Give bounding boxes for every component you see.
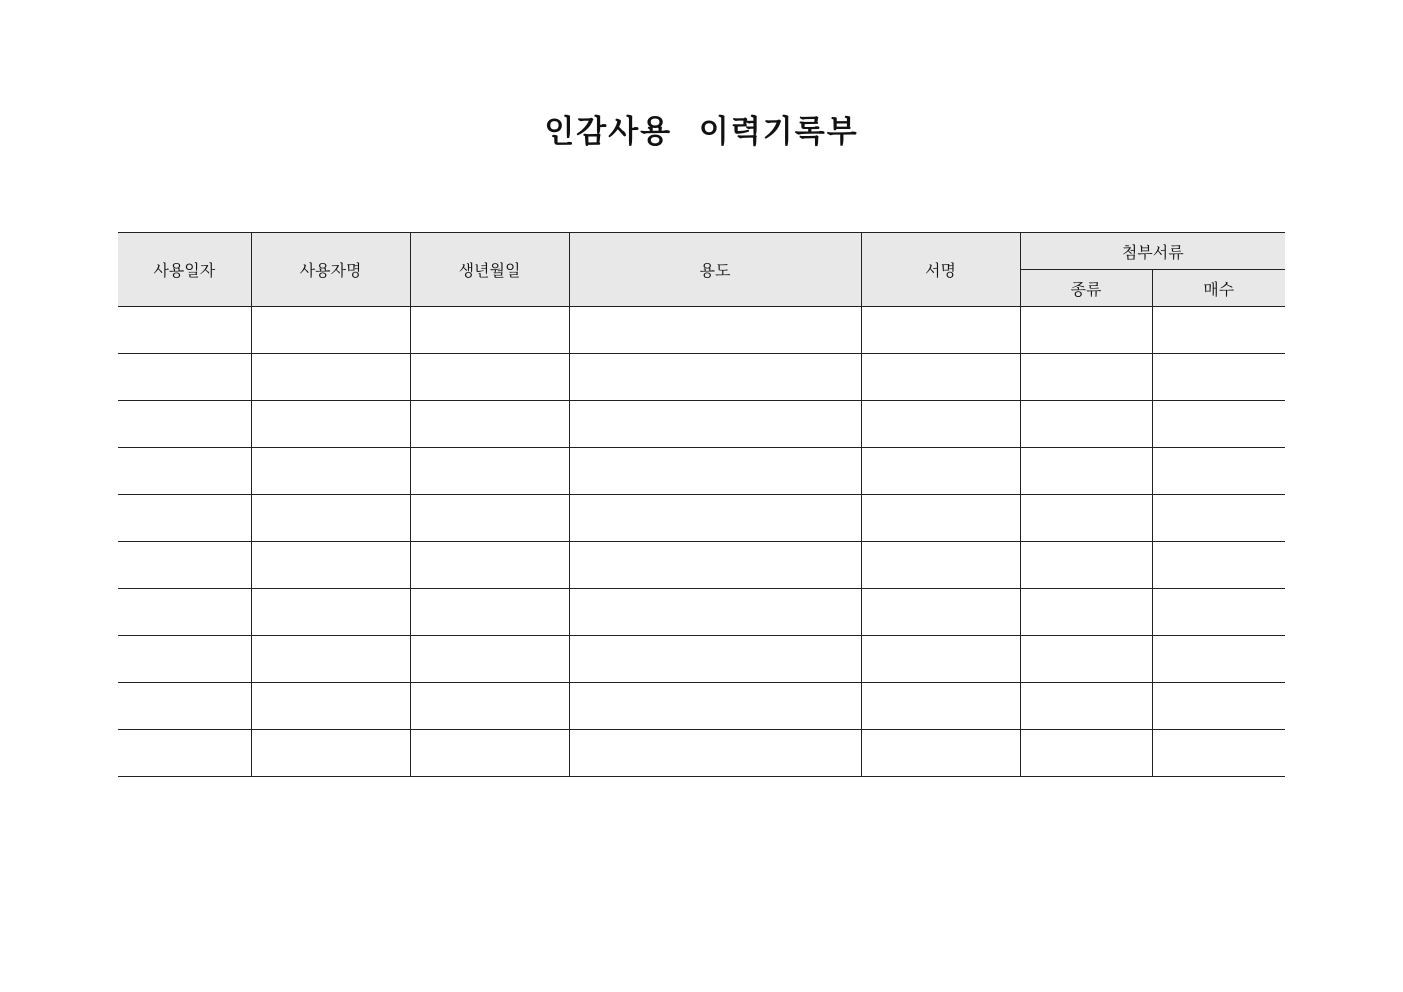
cell-attachment-count[interactable] [1152,448,1285,495]
cell-user-name[interactable] [251,401,410,448]
cell-birth-date[interactable] [410,495,569,542]
document-title: 인감사용 이력기록부 [544,114,859,150]
cell-purpose[interactable] [569,730,861,777]
cell-purpose[interactable] [569,542,861,589]
table-row [118,354,1285,401]
cell-user-name[interactable] [251,542,410,589]
table-row [118,307,1285,354]
cell-date[interactable] [118,636,251,683]
cell-attachment-type[interactable] [1020,354,1152,401]
cell-birth-date[interactable] [410,354,569,401]
cell-attachment-count[interactable] [1152,495,1285,542]
cell-purpose[interactable] [569,307,861,354]
header-attachments: 첨부서류 [1020,233,1285,270]
cell-date[interactable] [118,683,251,730]
cell-attachment-count[interactable] [1152,589,1285,636]
table-row [118,730,1285,777]
cell-birth-date[interactable] [410,307,569,354]
seal-usage-log-table [118,232,1285,777]
cell-signature[interactable] [861,542,1020,589]
header-birth-date: 생년월일 [410,233,569,307]
cell-signature[interactable] [861,307,1020,354]
cell-date[interactable] [118,307,251,354]
cell-attachment-type[interactable] [1020,495,1152,542]
cell-date[interactable] [118,448,251,495]
cell-date[interactable] [118,495,251,542]
cell-date[interactable] [118,354,251,401]
cell-signature[interactable] [861,636,1020,683]
cell-attachment-type[interactable] [1020,636,1152,683]
cell-user-name[interactable] [251,448,410,495]
cell-date[interactable] [118,589,251,636]
cell-attachment-count[interactable] [1152,683,1285,730]
cell-attachment-type[interactable] [1020,683,1152,730]
cell-birth-date[interactable] [410,730,569,777]
cell-date[interactable] [118,401,251,448]
cell-attachment-count[interactable] [1152,636,1285,683]
header-attachment-count: 매수 [1152,270,1285,307]
cell-date[interactable] [118,542,251,589]
cell-signature[interactable] [861,683,1020,730]
table-row [118,495,1285,542]
cell-user-name[interactable] [251,354,410,401]
cell-signature[interactable] [861,495,1020,542]
cell-attachment-count[interactable] [1152,542,1285,589]
header-signature: 서명 [861,233,1020,307]
cell-user-name[interactable] [251,495,410,542]
cell-purpose[interactable] [569,401,861,448]
cell-signature[interactable] [861,401,1020,448]
cell-user-name[interactable] [251,307,410,354]
cell-signature[interactable] [861,730,1020,777]
cell-purpose[interactable] [569,589,861,636]
cell-birth-date[interactable] [410,683,569,730]
cell-attachment-count[interactable] [1152,730,1285,777]
table-row [118,401,1285,448]
header-date: 사용일자 [118,233,251,307]
cell-birth-date[interactable] [410,636,569,683]
cell-attachment-type[interactable] [1020,730,1152,777]
cell-signature[interactable] [861,589,1020,636]
header-attachment-type: 종류 [1020,270,1152,307]
cell-purpose[interactable] [569,683,861,730]
cell-purpose[interactable] [569,448,861,495]
cell-attachment-type[interactable] [1020,307,1152,354]
log-table-body [118,307,1285,777]
cell-birth-date[interactable] [410,589,569,636]
cell-attachment-count[interactable] [1152,401,1285,448]
cell-attachment-count[interactable] [1152,354,1285,401]
cell-user-name[interactable] [251,589,410,636]
cell-attachment-type[interactable] [1020,401,1152,448]
cell-birth-date[interactable] [410,542,569,589]
cell-attachment-type[interactable] [1020,589,1152,636]
cell-purpose[interactable] [569,636,861,683]
header-row-primary [118,233,1285,270]
table-row [118,683,1285,730]
table-row [118,636,1285,683]
cell-signature[interactable] [861,448,1020,495]
cell-signature[interactable] [861,354,1020,401]
table-row [118,589,1285,636]
cell-user-name[interactable] [251,683,410,730]
cell-attachment-count[interactable] [1152,307,1285,354]
header-purpose: 용도 [569,233,861,307]
cell-purpose[interactable] [569,354,861,401]
cell-attachment-type[interactable] [1020,448,1152,495]
cell-purpose[interactable] [569,495,861,542]
cell-user-name[interactable] [251,730,410,777]
cell-date[interactable] [118,730,251,777]
cell-user-name[interactable] [251,636,410,683]
cell-birth-date[interactable] [410,448,569,495]
table-row [118,448,1285,495]
header-user-name: 사용자명 [251,233,410,307]
cell-attachment-type[interactable] [1020,542,1152,589]
cell-birth-date[interactable] [410,401,569,448]
table-row [118,542,1285,589]
